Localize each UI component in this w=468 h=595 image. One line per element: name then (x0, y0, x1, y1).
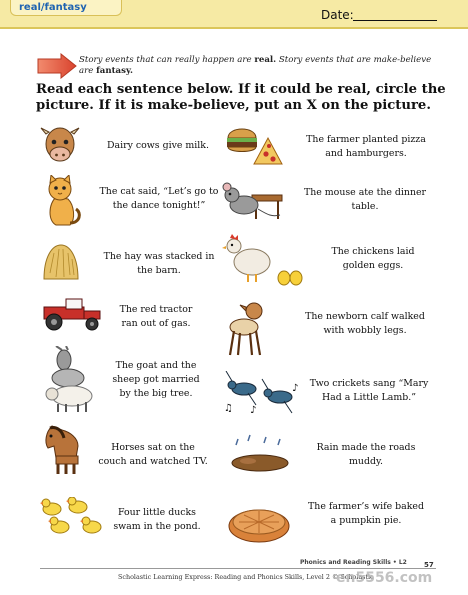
sentence-horses: Horses sat on the couch and watched TV. (98, 442, 208, 467)
footer-credit: Scholastic Learning Express: Reading and Phonics Skills, Level 2 © Scholastic (118, 573, 374, 581)
sentence-hay: The hay was stacked in the barn. (103, 251, 215, 276)
svg-text:♫: ♫ (224, 403, 233, 414)
date-field[interactable] (353, 20, 437, 21)
instructions: Read each sentence below. If it could be real, circle the picture. If it is make-believe, put an X on the picture. (36, 82, 446, 113)
sentence-cat: The cat said, “Let’s go to the dance tonight!” (99, 186, 219, 211)
sentence-cows: Dairy cows give milk. (107, 140, 209, 151)
footer-divider (40, 568, 436, 569)
sentence-calf: The newborn calf walked with wobbly legs. (305, 311, 425, 336)
topic-tag (10, 0, 122, 16)
sentence-pie: The farmer’s wife baked a pumpkin pie. (308, 501, 424, 526)
sentence-chickens: The chickens laid golden eggs. (331, 246, 415, 271)
date-label: Date: (321, 8, 354, 22)
sentence-tractor: The red tractor ran out of gas. (119, 304, 193, 329)
cat-icon[interactable] (36, 175, 84, 229)
sentence-pizza: The farmer planted pizza and hamburgers. (306, 134, 426, 159)
pie-icon[interactable] (226, 500, 292, 546)
mouse-icon[interactable] (222, 179, 284, 223)
intro-text: Story events that can really happen are real. Story events that are make-believe are fantasy. (79, 55, 432, 76)
svg-text:♪: ♪ (292, 383, 299, 394)
chicken-icon[interactable] (222, 232, 304, 288)
svg-text:♪: ♪ (250, 405, 257, 415)
page-number: 57 (424, 561, 434, 569)
sentence-crickets: Two crickets sang “Mary Had a Little Lamb.” (309, 378, 429, 403)
haystack-icon[interactable] (42, 243, 80, 281)
sentence-goat: The goat and the sheep got married by the big tree. (112, 360, 200, 399)
sentence-mouse: The mouse ate the dinner table. (303, 187, 427, 212)
cow-icon[interactable] (40, 124, 80, 166)
calf-icon[interactable] (226, 301, 266, 357)
mud-icon[interactable] (228, 433, 294, 473)
pizza-hamburger-icon[interactable] (224, 122, 286, 166)
ducks-icon[interactable] (38, 497, 112, 537)
series-label: Phonics and Reading Skills • L2 (300, 559, 407, 566)
sentence-ducks: Four little ducks swam in the pond. (113, 507, 201, 532)
crickets-icon[interactable] (222, 371, 304, 415)
horse-icon[interactable] (42, 424, 92, 476)
topic-tag-label: real/fantasy (19, 2, 87, 13)
arrow-icon (37, 53, 77, 79)
watermark: en5556.com (336, 570, 433, 586)
sentence-rain: Rain made the roads muddy. (316, 442, 416, 467)
goat-sheep-icon[interactable] (40, 346, 98, 414)
tractor-icon[interactable] (40, 297, 106, 331)
